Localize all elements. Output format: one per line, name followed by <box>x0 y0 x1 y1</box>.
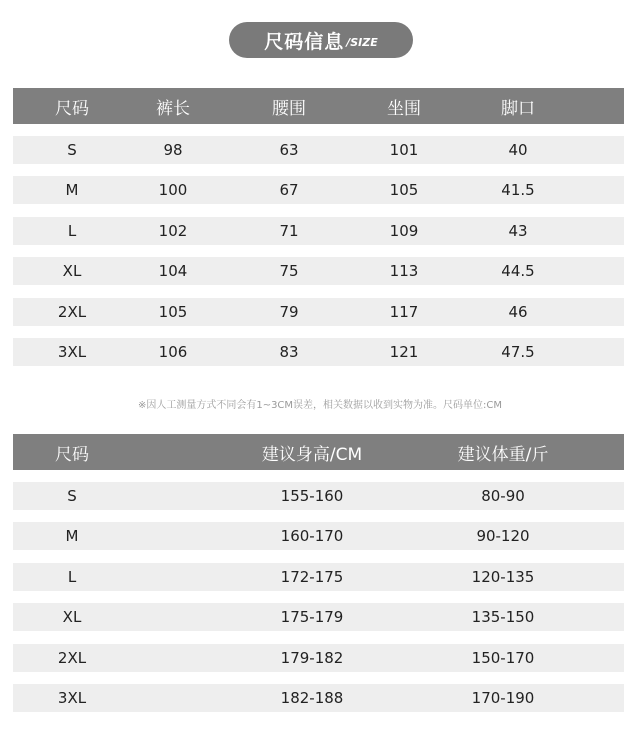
table-cell: 155-160 <box>280 487 344 505</box>
table-row <box>13 603 624 631</box>
table-cell: L <box>67 221 77 240</box>
header-cell: 脚口 <box>501 98 535 119</box>
header-cell: 建议身高/CM <box>261 444 363 465</box>
header-cell: 建议体重/斤 <box>457 444 549 465</box>
table-cell: 104 <box>158 262 188 281</box>
table-cell: 172-175 <box>280 567 344 586</box>
table-row <box>13 684 624 712</box>
table-cell: S <box>67 141 77 159</box>
table-cell: 150-170 <box>471 648 535 667</box>
table-row <box>13 338 624 366</box>
table-cell: 44.5 <box>501 262 535 281</box>
table-cell: 67 <box>279 181 299 200</box>
table-cell: 170-190 <box>471 688 535 707</box>
table-cell: 79 <box>279 302 299 321</box>
table-row <box>13 176 624 204</box>
table-row <box>13 298 624 326</box>
table-cell: 175-179 <box>280 608 344 627</box>
header-cell: 腰围 <box>272 98 306 119</box>
table-cell: 75 <box>279 262 299 281</box>
table-row <box>13 522 624 550</box>
table-cell: 105 <box>389 181 419 200</box>
table-cell: 182-188 <box>280 688 344 707</box>
table-cell: 90-120 <box>476 527 530 546</box>
header-cell: 裤长 <box>156 98 190 119</box>
table-header-row <box>13 88 624 124</box>
size-info-title <box>229 22 413 58</box>
table-cell: 83 <box>279 342 299 361</box>
table-row <box>13 563 624 591</box>
table-cell: 135-150 <box>471 608 535 627</box>
table-cell: 3XL <box>57 342 87 361</box>
table-row <box>13 136 624 164</box>
header-cell: 尺码 <box>55 98 89 119</box>
title-main: 尺码信息 <box>264 30 345 53</box>
recommendation-table <box>13 434 624 724</box>
table-cell: 179-182 <box>280 648 344 667</box>
measurement-note: ※因人工测量方式不同会有1~3CM误差，相关数据以收到实物为准。尺码单位:CM <box>137 400 503 411</box>
table-cell: 113 <box>389 262 419 281</box>
table-row <box>13 482 624 510</box>
table-header-row <box>13 434 624 470</box>
table-cell: 160-170 <box>280 527 344 546</box>
table-cell: 2XL <box>57 302 87 321</box>
table-cell: 121 <box>389 342 419 361</box>
table-cell: 98 <box>163 141 183 159</box>
table-cell: 100 <box>158 181 188 200</box>
table-cell: 117 <box>389 302 419 321</box>
table-cell: 40 <box>508 141 528 159</box>
table-row <box>13 257 624 285</box>
table-cell: 2XL <box>57 648 87 667</box>
table-cell: 120-135 <box>471 567 535 586</box>
table-cell: S <box>67 487 77 505</box>
table-cell: 63 <box>279 141 299 159</box>
table-row <box>13 644 624 672</box>
table-row <box>13 217 624 245</box>
table-cell: 106 <box>158 342 188 361</box>
table-cell: 3XL <box>57 688 87 707</box>
title-sub: /SIZE <box>346 35 378 49</box>
table-cell: XL <box>62 262 82 281</box>
table-cell: 80-90 <box>481 487 525 505</box>
table-cell: 46 <box>508 302 528 321</box>
header-cell: 坐围 <box>387 98 421 119</box>
header-cell: 尺码 <box>55 444 89 465</box>
table-cell: 43 <box>508 221 528 240</box>
table-cell: 71 <box>279 221 299 240</box>
table-cell: 109 <box>389 221 419 240</box>
table-cell: XL <box>62 608 82 627</box>
size-measurement-table <box>13 88 624 378</box>
table-cell: M <box>65 527 79 546</box>
table-cell: 102 <box>158 221 188 240</box>
table-cell: 101 <box>389 141 419 159</box>
table-cell: 41.5 <box>501 181 535 200</box>
table-cell: 47.5 <box>501 342 535 361</box>
table-cell: M <box>65 181 79 200</box>
table-cell: L <box>67 567 77 586</box>
table-cell: 105 <box>158 302 188 321</box>
